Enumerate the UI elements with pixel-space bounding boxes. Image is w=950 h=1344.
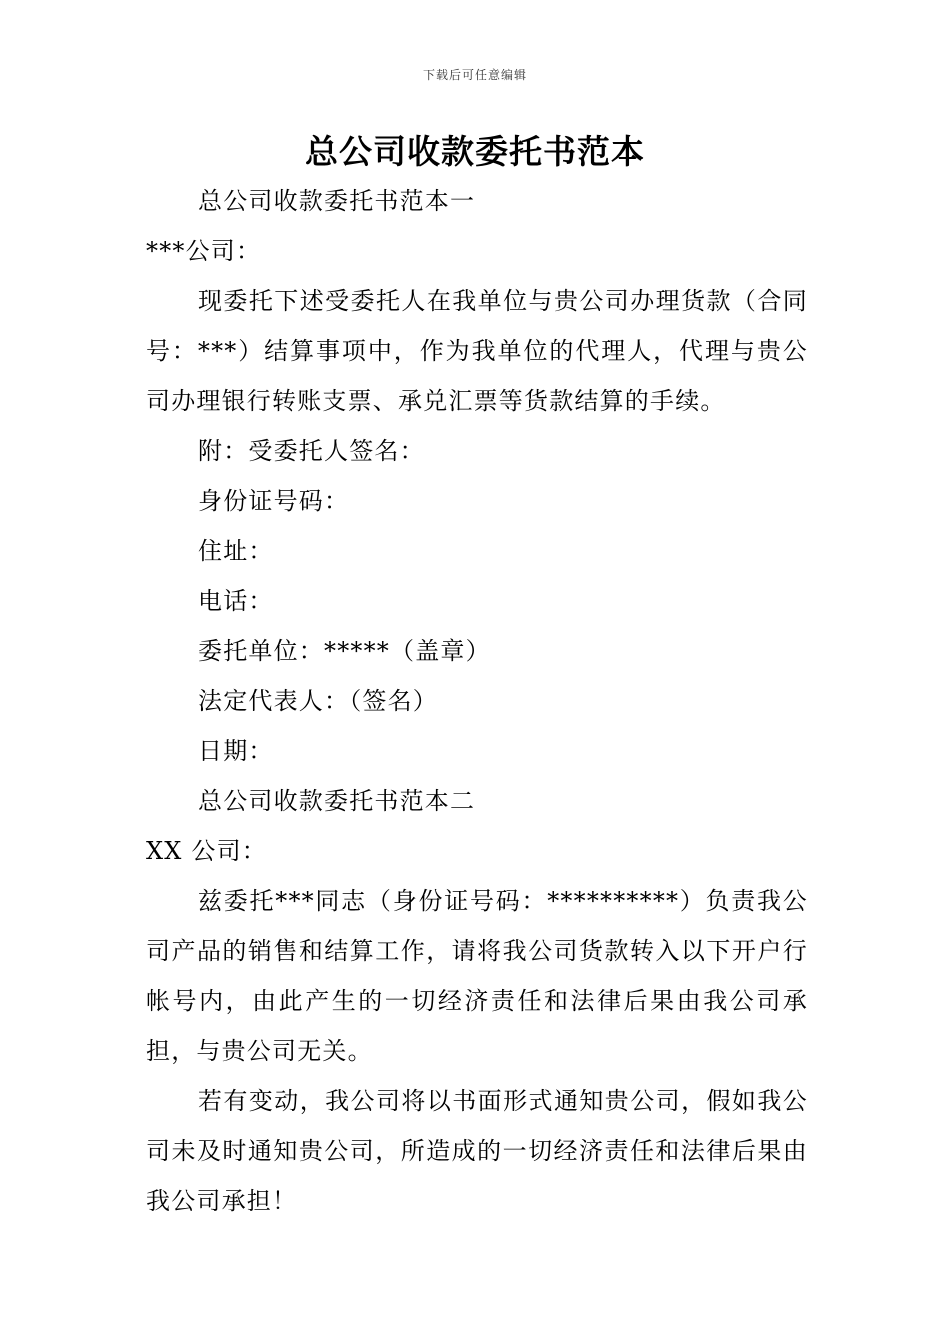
document-body	[146, 176, 808, 1226]
sample1-paragraph: 现委托下述受委托人在我单位与贵公司办理货款（合同号：***）结算事项中，作为我单位的代理人，代理与贵公司办理银行转账支票、承兑汇票等货款结算的手续。	[146, 287, 808, 415]
field-phone: 电话：	[198, 587, 274, 615]
field-id-number: 身份证号码：	[198, 487, 350, 515]
sample1-salutation: ***公司：	[146, 237, 262, 265]
document-title: 总公司收款委托书范本	[305, 132, 645, 171]
field-address: 住址：	[198, 537, 274, 565]
field-attachment-signature: 附：受委托人签名：	[198, 437, 425, 465]
header-note: 下载后可任意编辑	[422, 68, 527, 82]
sample1-heading: 总公司收款委托书范本一	[198, 187, 476, 215]
sample2-heading: 总公司收款委托书范本二	[198, 787, 476, 815]
sample2-paragraph-1: 兹委托***同志（身份证号码：**********）负责我公司产品的销售和结算工作，请将我公司货款转入以下开户行帐号内，由此产生的一切经济责任和法律后果由我公司承担，与贵公司无关。	[146, 887, 808, 1065]
field-date: 日期：	[198, 737, 274, 765]
field-legal-rep: 法定代表人：（签名）	[198, 687, 438, 715]
field-entrusting-unit: 委托单位：*****（盖章）	[198, 637, 491, 665]
sample2-paragraph-2: 若有变动，我公司将以书面形式通知贵公司，假如我公司未及时通知贵公司，所造成的一切经济责任和法律后果由我公司承担！	[146, 1087, 808, 1215]
sample2-salutation: XX 公司：	[146, 837, 268, 865]
